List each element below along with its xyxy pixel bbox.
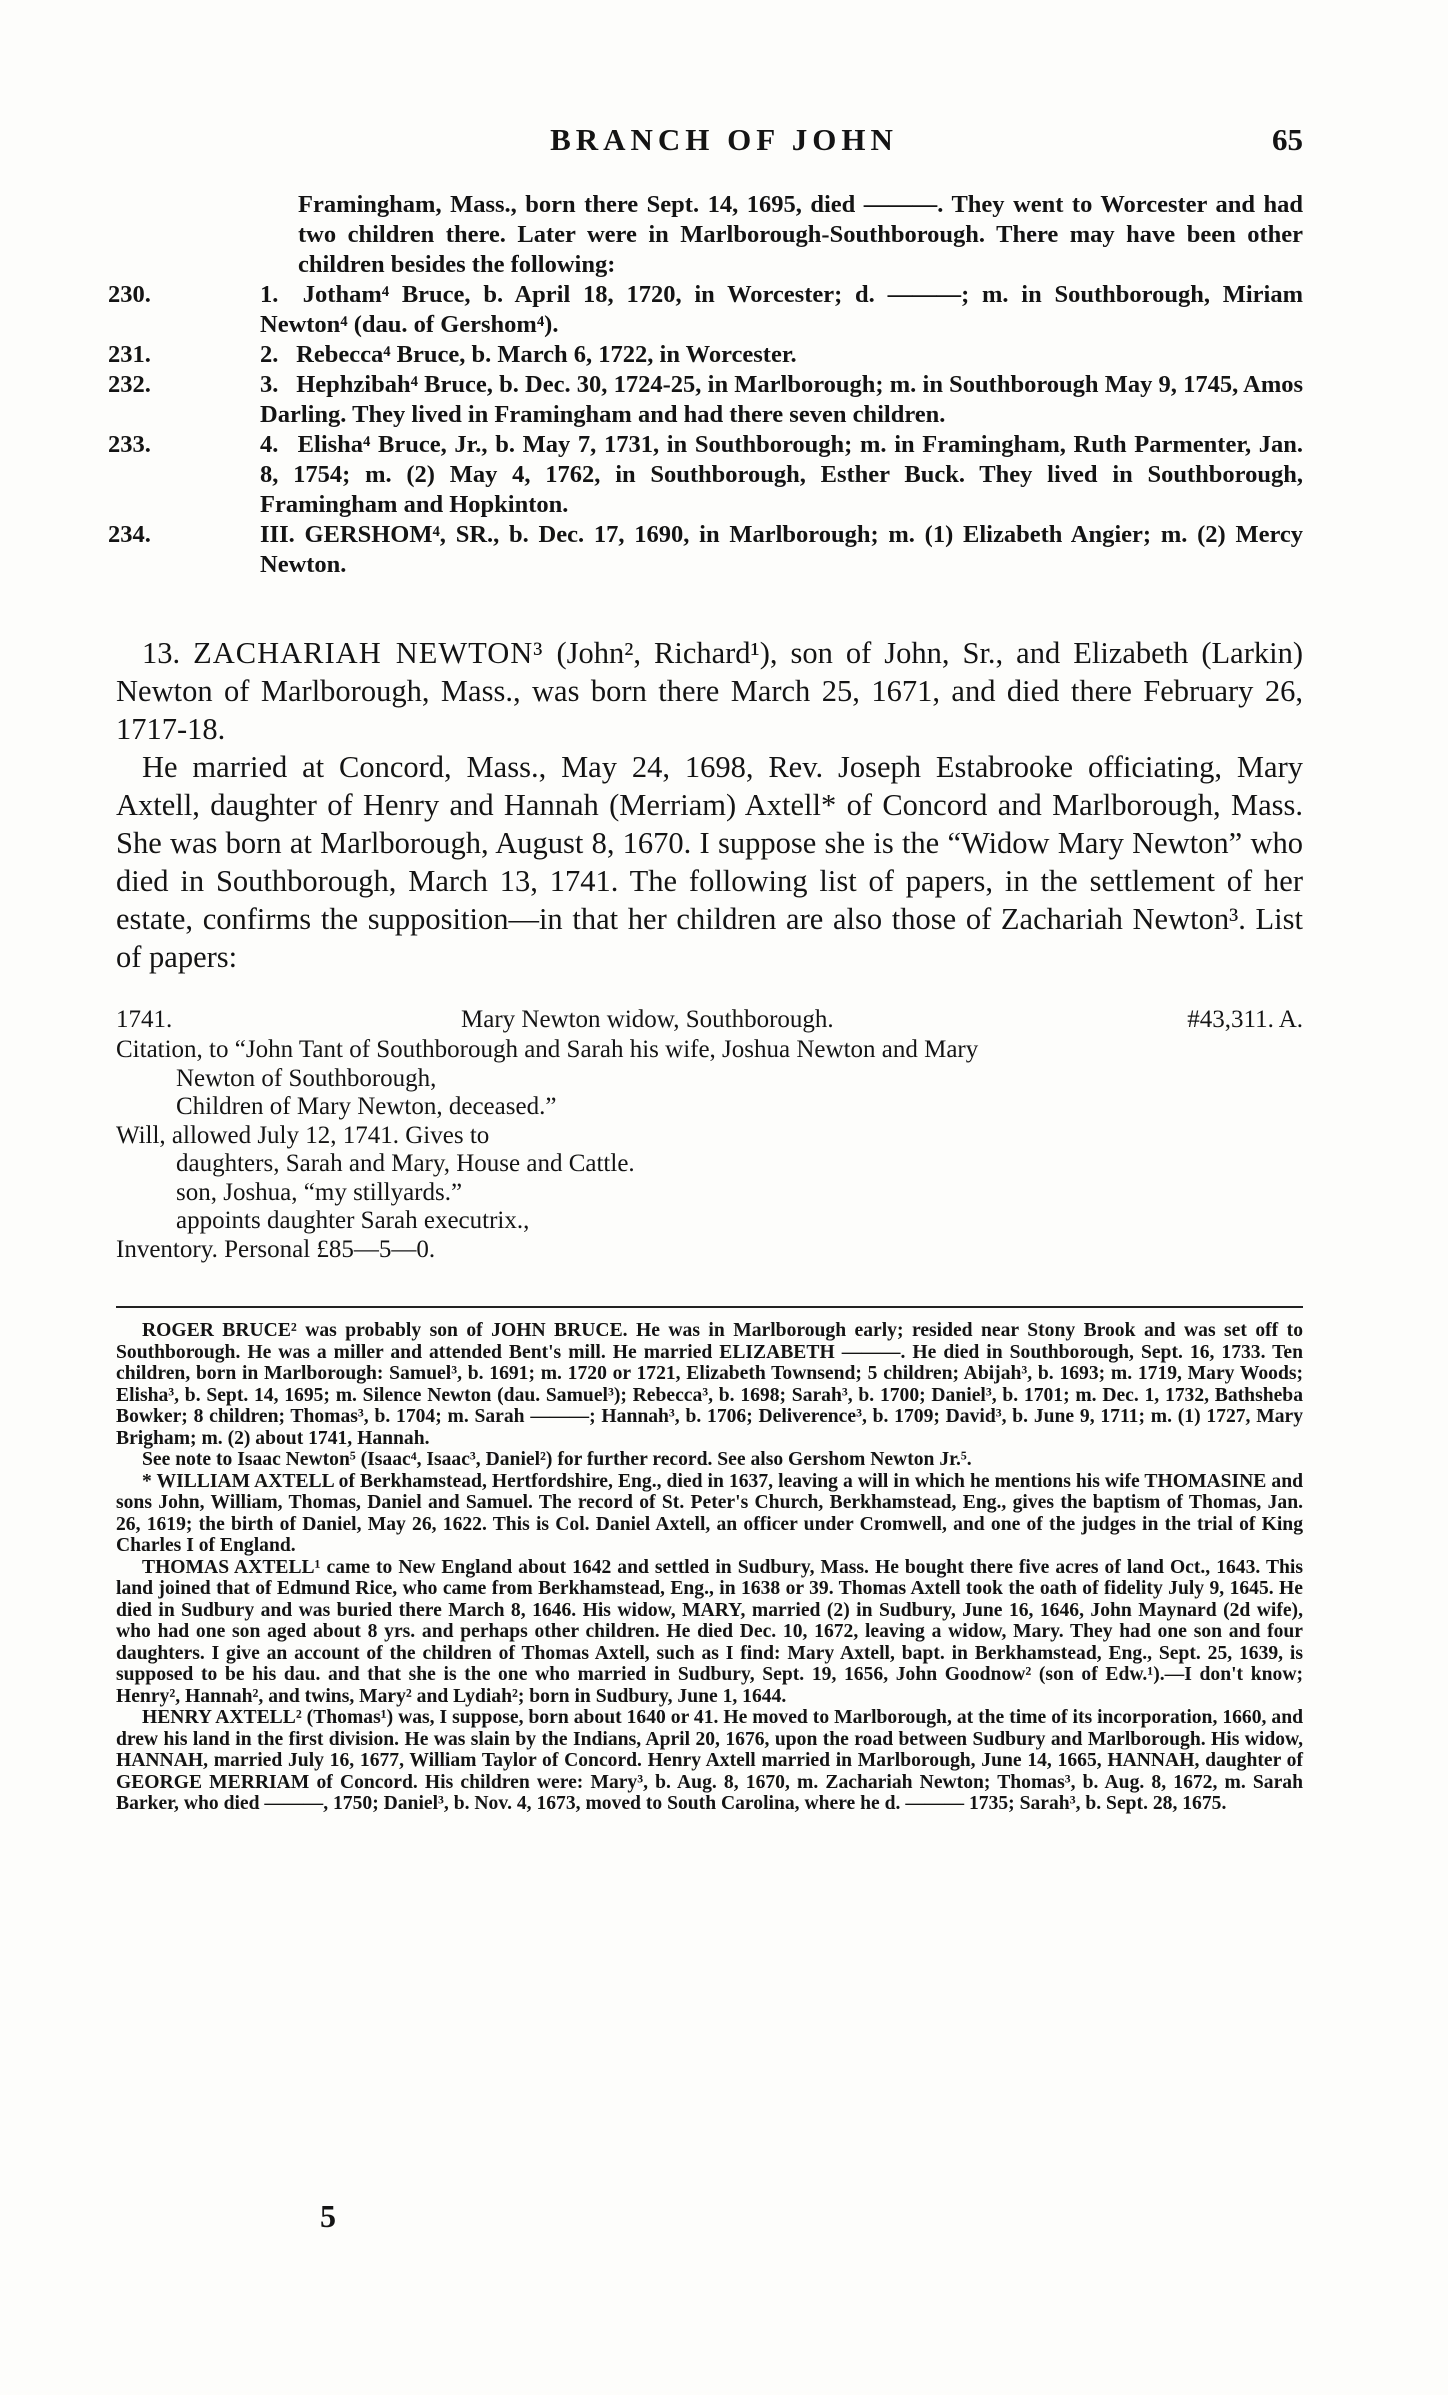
section-paragraph-1 (116, 634, 1303, 748)
entry-ordinal: III. (260, 521, 295, 548)
section-number: 13. (142, 636, 181, 670)
entry-ordinal: 4. (260, 431, 279, 458)
record-number: #43,311. A. (1187, 1006, 1303, 1033)
entry-232 (108, 370, 1303, 430)
entry-text: GERSHOM⁴, SR., b. Dec. 17, 1690, in Marlborough; m. (1) Elizabeth Angier; m. (2) Mercy Newton. (260, 521, 1303, 578)
footnote-thomas-axtell: THOMAS AXTELL¹ came to New England about 1642 and settled in Sudbury, Mass. He bought there five acres of land Oct., 1643. This land joined that of Edmund Rice, who came from Berkhamstead, Eng., in 1638 or 39. Thomas Axtell took the oath of fidelity July 9, 1645. He died in Sudbury and was buried there March 8, 1646. His widow, MARY, married (2) in Sudbury, June 16, 1646, John Maynard (2d wife), who had one son aged about 8 yrs. and perhaps other children. He died Dec. 10, 1672, leaving a widow, Mary. They had one son and four daughters. I give an account of the children of Thomas Axtell, such as I find: Mary Axtell, bapt. in Berkhamstead, Eng., Sept. 25, 1639, is supposed to be his dau. and that she is the one who married in Sudbury, Sept. 19, 1656, John Goodnow² (son of Edw.¹).—I don't know; Henry², Hannah², and twins, Mary² and Lydiah²; born in Sudbury, June 1, 1644. (116, 1556, 1303, 1707)
signature-mark: 5 (320, 2198, 336, 2234)
record-line: daughters, Sarah and Mary, House and Cattle. (176, 1150, 635, 1177)
entry-text: Jotham⁴ Bruce, b. April 18, 1720, in Worcester; d. ———; m. in Southborough, Miriam Newton⁴ (dau. of Gershom⁴). (260, 281, 1304, 338)
record-line: appoints daughter Sarah executrix., (176, 1207, 530, 1234)
section-paragraph-2: He married at Concord, Mass., May 24, 1698, Rev. Joseph Estabrooke officiating, Mary Axtell, daughter of Henry and Hannah (Merriam) Axtell* of Concord and Marlborough, Mass. She was born at Marlborough, August 8, 1670. I suppose she is the “Widow Mary Newton” who died in Southborough, March 13, 1741. The following list of papers, in the settlement of her estate, confirms the supposition—in that her children are also those of Zachariah Newton³. List of papers: (116, 750, 1303, 974)
entry-number: 232. (108, 371, 151, 398)
entry-text: Elisha⁴ Bruce, Jr., b. May 7, 1731, in Southborough; m. in Framingham, Ruth Parmenter, Jan. 8, 1754; m. (2) May 4, 1762, in Southborough, Esther Buck. They lived in Southborough, Framingham and Hopkinton. (260, 431, 1304, 518)
footnote-roger-bruce: ROGER BRUCE² was probably son of JOHN BRUCE. He was in Marlborough early; resided near Stony Brook and was set off to Southborough. He was a miller and attended Bent's mill. He married ELIZABETH ———. He died in Southborough, Sept. 16, 1733. Ten children, born in Marlborough: Samuel³, b. 1691; m. 1720 or 1721, Elizabeth Townsend; 5 children; Abijah³, b. 1693; m. 1719, Mary Woods; Elisha³, b. Sept. 14, 1695; m. Silence Newton (dau. Samuel³); Rebecca³, b. 1698; Sarah³, b. 1700; Daniel³, b. 1701; m. Dec. 1, 1732, Bathsheba Bowker; 8 children; Thomas³, b. 1704; m. Sarah ———; Hannah³, b. 1706; Deliverence³, b. 1709; David³, b. June 9, 1711; m. (1) 1727, Mary Brigham; m. (2) about 1741, Hannah. (116, 1320, 1303, 1449)
footnote-henry-axtell: HENRY AXTELL² (Thomas¹) was, I suppose, born about 1640 or 41. He moved to Marlborough, at the time of its incorporation, 1660, and drew his land in the first division. He was slain by the Indians, April 20, 1676, upon the road between Sudbury and Marlborough. His widow, HANNAH, married July 16, 1677, William Taylor of Concord. Henry Axtell married in Marlborough, June 14, 1665, HANNAH, daughter of GEORGE MERRIAM of Concord. His children were: Mary³, b. Aug. 8, 1670, m. Zachariah Newton; Thomas³, b. Aug. 8, 1672, m. Sarah Barker, who died ———, 1750; Daniel³, b. Nov. 4, 1673, moved to South Carolina, where he d. ——— 1735; Sarah³, b. Sept. 28, 1675. (116, 1707, 1303, 1814)
main-section (116, 634, 1303, 976)
section-heading-name: ZACHARIAH NEWTON³ (193, 636, 544, 670)
entry-230 (108, 280, 1303, 340)
entry-233 (108, 430, 1303, 520)
record-header-row (116, 1006, 1303, 1036)
entry-number: 233. (108, 431, 151, 458)
record-line: Children of Mary Newton, deceased.” (176, 1093, 557, 1120)
running-title: BRANCH OF JOHN (550, 122, 898, 157)
section-paragraph-1-text: (John², Richard¹), son of John, Sr., and Elizabeth (Larkin) Newton of Marlborough, Mass., was born there March 25, 1671, and died there February 26, 1717-18. (116, 636, 1303, 746)
entry-text: Rebecca⁴ Bruce, b. March 6, 1722, in Worcester. (296, 341, 797, 368)
record-line: Newton of Southborough, (176, 1064, 437, 1092)
entry-continuation (108, 190, 1303, 280)
probate-record (116, 1006, 1303, 1264)
record-line: Inventory. Personal £85—5—0. (116, 1235, 436, 1263)
running-header (0, 122, 1448, 162)
entry-ordinal: 2. (260, 341, 279, 368)
footnote-see-also: See note to Isaac Newton⁵ (Isaac⁴, Isaac³, Daniel²) for further record. See also Gershom Newton Jr.⁵. (142, 1449, 972, 1470)
record-line: Will, allowed July 12, 1741. Gives to (116, 1121, 490, 1149)
entry-number: 230. (108, 281, 151, 308)
entry-ordinal: 3. (260, 371, 279, 398)
entry-ordinal: 1. (260, 281, 279, 308)
entry-231 (108, 340, 1303, 370)
footnote-william-axtell: * WILLIAM AXTELL of Berkhamstead, Hertfordshire, Eng., died in 1637, leaving a will in which he mentions his wife THOMASINE and sons John, William, Thomas, Daniel and Samuel. The record of St. Peter's Church, Berkhamstead, Eng., gives the baptism of Thomas, Jan. 26, 1619; the birth of Daniel, May 26, 1622. This is Col. Daniel Axtell, an officer under Cromwell, and one of the judges in the trial of King Charles I of England. (116, 1470, 1303, 1556)
footnotes (116, 1320, 1303, 1815)
entry-number: 231. (108, 341, 151, 368)
record-line: Citation, to “John Tant of Southborough and Sarah his wife, Joshua Newton and Mary (116, 1036, 979, 1063)
genealogy-entries (108, 190, 1303, 580)
entry-text: Hephzibah⁴ Bruce, b. Dec. 30, 1724-25, in Marlborough; m. in Southborough May 9, 1745, Amos Darling. They lived in Framingham and had there seven children. (260, 371, 1304, 428)
entry-234 (108, 520, 1303, 580)
page-number: 65 (1272, 122, 1303, 157)
footnote-divider (116, 1306, 1303, 1308)
entry-text: Framingham, Mass., born there Sept. 14, 1695, died ———. They went to Worcester and had two children there. Later were in Marlborough-Southborough. There may have been other children besides the following: (298, 191, 1303, 278)
record-name: Mary Newton widow, Southborough. (461, 1006, 834, 1033)
record-line: son, Joshua, “my stillyards.” (176, 1178, 463, 1206)
record-year: 1741. (116, 1006, 173, 1033)
entry-number: 234. (108, 521, 151, 548)
